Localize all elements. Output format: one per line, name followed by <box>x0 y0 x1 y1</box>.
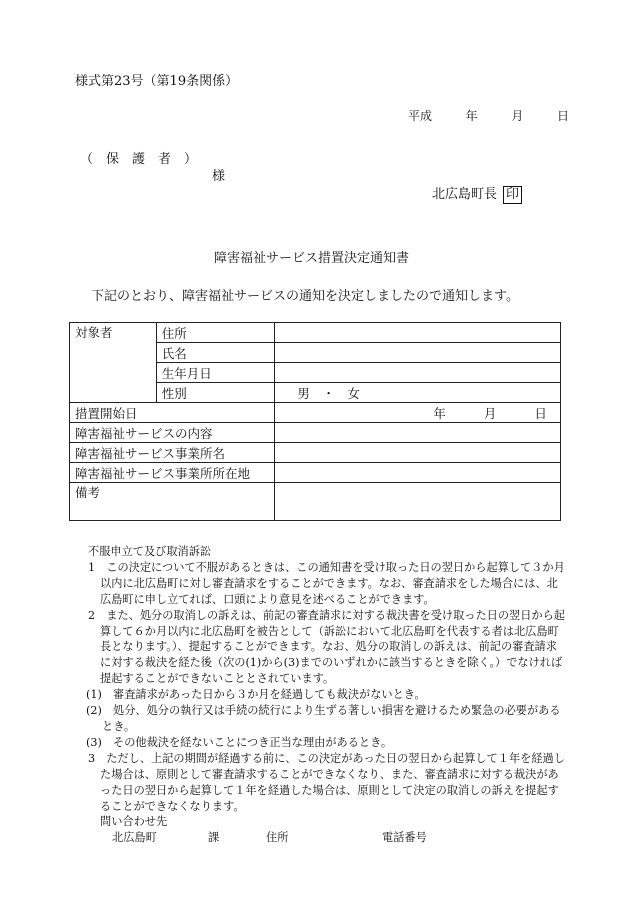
notes-paragraph-3: 3 ただし、上記の期間が経過する前に、この決定があった日の翌日から起算して１年を経過した場合は、原則として審査請求することができなくなり、また、審査請求に対する裁決があった日の翌日から起算して１年を経過した場合は、原則として決定の取消しの訴えを提起することができなくなります。 <box>88 751 565 813</box>
seal-mark: 印 <box>503 186 522 204</box>
start-date-value <box>275 403 561 423</box>
remarks-label: 備考 <box>70 483 275 521</box>
date-era: 平成 <box>408 109 433 123</box>
start-date-day: 日 <box>534 405 547 421</box>
notes-paragraph-1: 1 この決定について不服があるときは、この通知書を受け取った日の翌日から起算して３か月以内に北広島町に対し審査請求をすることができます。なお、審査請求をした場合には、北広島町に申し立てれば、口頭により意見を述べることができます。 <box>88 560 565 606</box>
date-day: 日 <box>557 109 570 123</box>
subject-label: 対象者 <box>70 323 157 403</box>
notes-heading: 不服申立て及び取消訴訟 <box>88 545 212 558</box>
contact-address: 住所 <box>266 831 289 845</box>
table-row <box>70 423 561 443</box>
service-content-label: 障害福祉サービスの内容 <box>70 423 275 443</box>
table-row <box>70 323 561 343</box>
gender-label: 性別 <box>156 383 275 403</box>
issuer <box>432 183 522 204</box>
notice-table <box>69 322 561 521</box>
date-line <box>408 107 569 124</box>
address-value <box>275 323 561 343</box>
office-address-label: 障害福祉サービス事業所所在地 <box>70 463 275 483</box>
addressee-honorific: 様 <box>212 169 226 184</box>
start-date-year: 年 <box>433 405 446 421</box>
issuer-name: 北広島町長 <box>432 187 498 202</box>
date-month: 月 <box>511 109 524 123</box>
table-row <box>70 403 561 423</box>
office-name-label: 障害福祉サービス事業所名 <box>70 443 275 463</box>
document-title: 障害福祉サービス措置決定通知書 <box>214 251 410 266</box>
form-number: 様式第23号（第19条関係） <box>75 74 239 89</box>
remarks-value <box>275 483 561 521</box>
contact-line <box>88 830 568 846</box>
start-date-label: 措置開始日 <box>70 403 275 423</box>
contact-phone: 電話番号 <box>382 831 427 845</box>
notes-item-1: (1) 審査請求があった日から３か月を経過しても裁決がないとき。 <box>86 688 426 702</box>
birthdate-value <box>275 363 561 383</box>
intro-text: 下記のとおり、障害福祉サービスの通知を決定しましたので通知します。 <box>91 289 519 304</box>
address-label: 住所 <box>156 323 275 343</box>
office-name-value <box>275 443 561 463</box>
notes-item-2: (2) 処分、処分の執行又は手続の続行により生ずる著しい損害を避けるため緊急の必要があるとき。 <box>86 704 561 733</box>
gender-options: 男 ・ 女 <box>275 383 561 403</box>
table-row <box>70 443 561 463</box>
start-date-month: 月 <box>483 405 497 421</box>
notes-paragraph-2: 2 また、処分の取消しの訴えは、前記の審査請求に対する裁決書を受け取った日の翌日から起算して６か月以内に北広島町を被告として（訴訟において北広島町を代表する者は北広島町長となります。）、提起することができます。なお、処分の取消しの訴えは、前記の審査請求に対する裁決を経た後（次の(1)から(3)までのいずれかに該当するときを除く。）でなければ提起することができないこととされています。 <box>88 608 565 686</box>
table-row <box>70 483 561 521</box>
contact-heading: 問い合わせ先 <box>100 815 168 829</box>
notes-item-3: (3) その他裁決を経ないことにつき正当な理由があるとき。 <box>86 735 393 749</box>
appeal-notes <box>88 544 568 846</box>
addressee-role: （ 保 護 者 ） <box>80 152 198 167</box>
birthdate-label: 生年月日 <box>156 363 275 383</box>
table-row <box>70 463 561 483</box>
office-address-value <box>275 463 561 483</box>
contact-dept: 課 <box>208 831 220 845</box>
service-content-value <box>275 423 561 443</box>
contact-town: 北広島町 <box>112 831 157 845</box>
name-value <box>275 343 561 363</box>
date-year: 年 <box>465 109 478 123</box>
name-label: 氏名 <box>156 343 275 363</box>
